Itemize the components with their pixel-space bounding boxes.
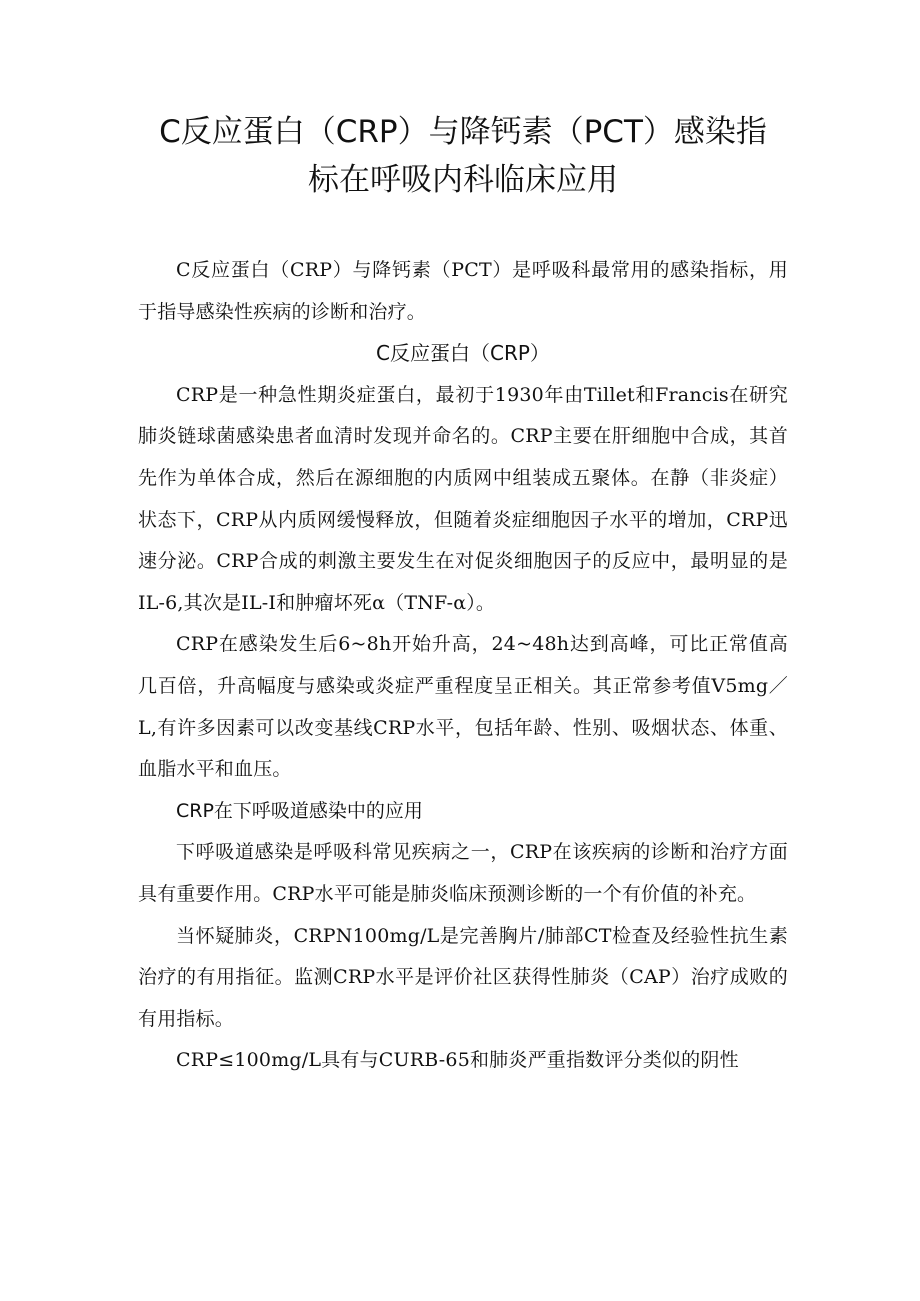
paragraph-crp-origin: CRP是一种急性期炎症蛋白，最初于1930年由Tillet和Francis在研究肺炎链球菌感染患者血清时发现并命名的。CRP主要在肝细胞中合成，其首先作为单体合成，然后在源细胞的内质网中组装成五聚体。在静（非炎症）状态下，CRP从内质网缓慢释放，但随着炎症细胞因子水平的增加，CRP迅速分泌。CRP合成的刺激主要发生在对促炎细胞因子的反应中，最明显的是IL-6,其次是IL-I和肿瘤坏死α（TNF-α）。: [138, 383, 788, 614]
title-line-1: C反应蛋白（CRP）与降钙素（PCT）感染指: [159, 114, 767, 150]
title-line-2: 标在呼吸内科临床应用: [308, 162, 618, 198]
paragraph-pneumonia-suspect: 当怀疑肺炎，CRPN100mg/L是完善胸片/肺部CT检查及经验性抗生素治疗的有用指征。监测CRP水平是评价社区获得性肺炎（CAP）治疗成败的有用指标。: [138, 924, 788, 1030]
intro-paragraph: C反应蛋白（CRP）与降钙素（PCT）是呼吸科最常用的感染指标，用于指导感染性疾病的诊断和治疗。: [138, 259, 788, 323]
paragraph-crp-kinetics: CRP在感染发生后6~8h开始升高，24~48h达到高峰，可比正常值高几百倍，升高幅度与感染或炎症严重程度呈正相关。其正常参考值V5mg／L,有许多因素可以改变基线CRP水平，包括年龄、性别、吸烟状态、体重、血脂水平和血压。: [138, 633, 788, 781]
title-spacer: [138, 204, 788, 250]
document-body: [138, 108, 788, 1082]
document-title: [138, 108, 788, 204]
paragraph-lrti: 下呼吸道感染是呼吸科常见疾病之一，CRP在该疾病的诊断和治疗方面具有重要作用。CRP水平可能是肺炎临床预测诊断的一个有价值的补充。: [138, 841, 788, 905]
section-heading-crp: C反应蛋白（CRP）: [376, 341, 550, 366]
paragraph-crp-threshold: CRP≤100mg/L具有与CURB-65和肺炎严重指数评分类似的阴性: [176, 1049, 739, 1072]
subheading-lower-respiratory: CRP在下呼吸道感染中的应用: [176, 799, 423, 822]
